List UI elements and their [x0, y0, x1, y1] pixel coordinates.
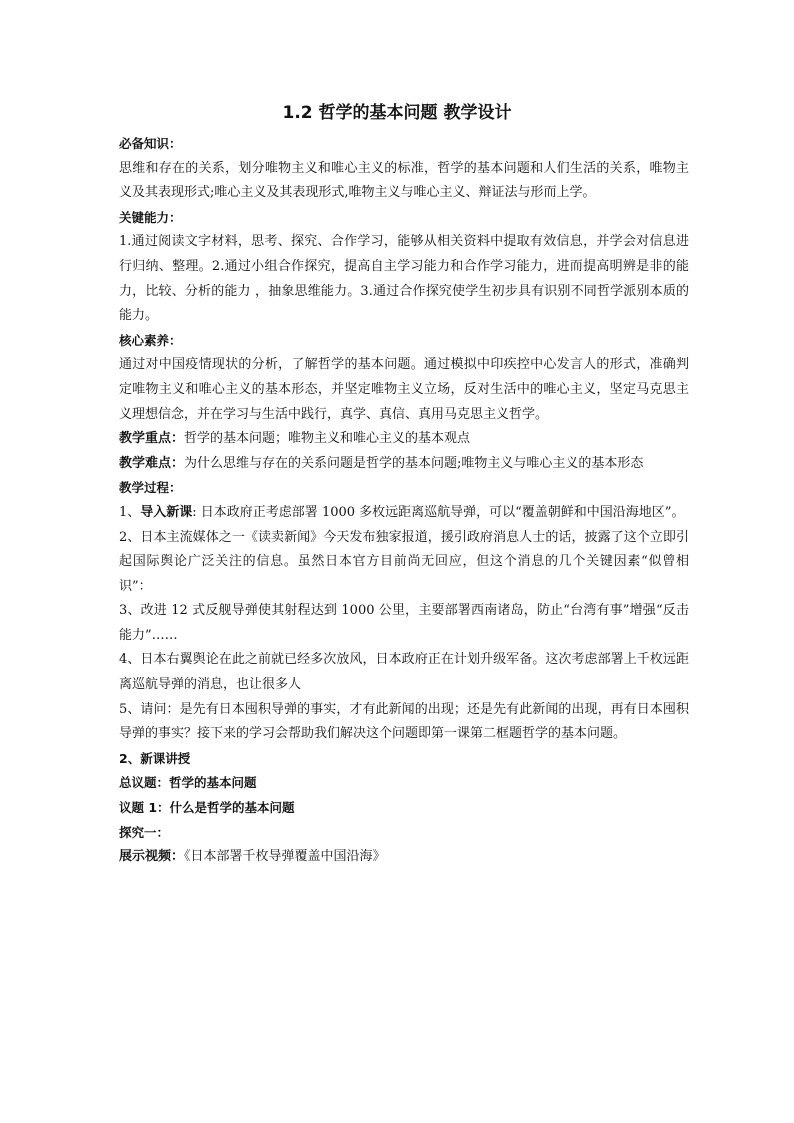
section-heading-bibei: 必备知识：	[119, 136, 182, 151]
label-nandian: 教学难点：	[119, 455, 185, 471]
heading-yiti1: 议题 1：什么是哲学的基本问题	[119, 800, 295, 816]
section-heading-guanjian: 关键能力：	[119, 209, 182, 225]
document-body	[119, 132, 689, 870]
text-nandian: 为什么思维与存在的关系问题是哲学的基本问题;唯物主义与唯心主义的基本形态	[184, 455, 644, 471]
section-heading-guocheng: 教学过程：	[119, 480, 182, 496]
list-item-2: 2、日本主流媒体之一《读卖新闻》今天发布独家报道，援引政府消息人士的话，披露了这个立即引起国际舆论广泛关注的信息。虽然日本官方目前尚无回应，但这个消息的几个关键因素“似曾相识”：	[119, 529, 689, 594]
list-item-4: 4、日本右翼舆论在此之前就已经多次放风，日本政府正在计划升级军备。这次考虑部署上千枚远距离巡航导弹的消息，也让很多人	[119, 652, 689, 693]
text-video: 《日本部署千枚导弹覆盖中国沿海》	[184, 849, 386, 865]
paragraph-video	[119, 845, 689, 870]
item1-bold: 导入新课	[140, 504, 193, 520]
heading-xinke: 2、新课讲授	[119, 750, 191, 766]
label-zhongdian: 教学重点：	[119, 431, 185, 447]
heading-zongyiti: 总议题：哲学的基本问题	[119, 775, 257, 791]
list-item-1	[119, 501, 689, 526]
page-title: 1.2 哲学的基本问题 教学设计	[282, 103, 512, 123]
paragraph-bibei: 思维和存在的关系，划分唯物主义和唯心主义的标准，哲学的基本问题和人们生活的关系，唯物主义及其表现形式;唯心主义及其表现形式,唯物主义与唯心主义、辩证法与形而上学。	[119, 160, 689, 201]
paragraph-zhongdian	[119, 427, 689, 452]
label-video: 展示视频：	[119, 849, 185, 865]
list-item-5: 5、请问：是先有日本囤积导弹的事实，才有此新闻的出现；还是先有此新闻的出现，再有日本囤积导弹的事实？接下来的学习会帮助我们解决这个问题即第一课第二框题哲学的基本问题。	[119, 701, 689, 742]
heading-tanjiu: 探究一：	[119, 824, 170, 840]
section-heading-hexin: 核心素养：	[119, 332, 182, 348]
text-zhongdian: 哲学的基本问题；唯物主义和唯心主义的基本观点	[184, 431, 471, 447]
list-item-3: 3、改进 12 式反舰导弹使其射程达到 1000 公里，主要部署西南诸岛，防止“台湾有事”增强“反击能力”……	[119, 603, 689, 643]
paragraph-nandian	[119, 452, 689, 477]
paragraph-guanjian: 1.通过阅读文字材料，思考、探究、合作学习，能够从相关资料中提取有效信息，并学会对信息进行归纳、整理。2.通过小组合作探究，提高自主学习能力和合作学习能力，进而提高明辨是非的能力，比较、分析的能力 ，抽象思维能力。3.通过合作探究使学生初步具有识别不同哲学派别本质的能力。	[119, 234, 689, 324]
item1-text: : 日本政府正考虑部署 1000 多枚远距离巡航导弹，可以“覆盖朝鲜和中国沿海地区”。	[192, 504, 685, 520]
item1-prefix: 1、	[119, 504, 141, 520]
paragraph-hexin: 通过对中国疫情现状的分析，了解哲学的基本问题。通过模拟中印疾控中心发言人的形式，准确判定唯物主义和唯心主义的基本形态，并坚定唯物主义立场，反对生活中的唯心主义，坚定马克思主义理想信念，并在学习与生活中践行，真学、真信、真用马克思主义哲学。	[119, 357, 689, 422]
